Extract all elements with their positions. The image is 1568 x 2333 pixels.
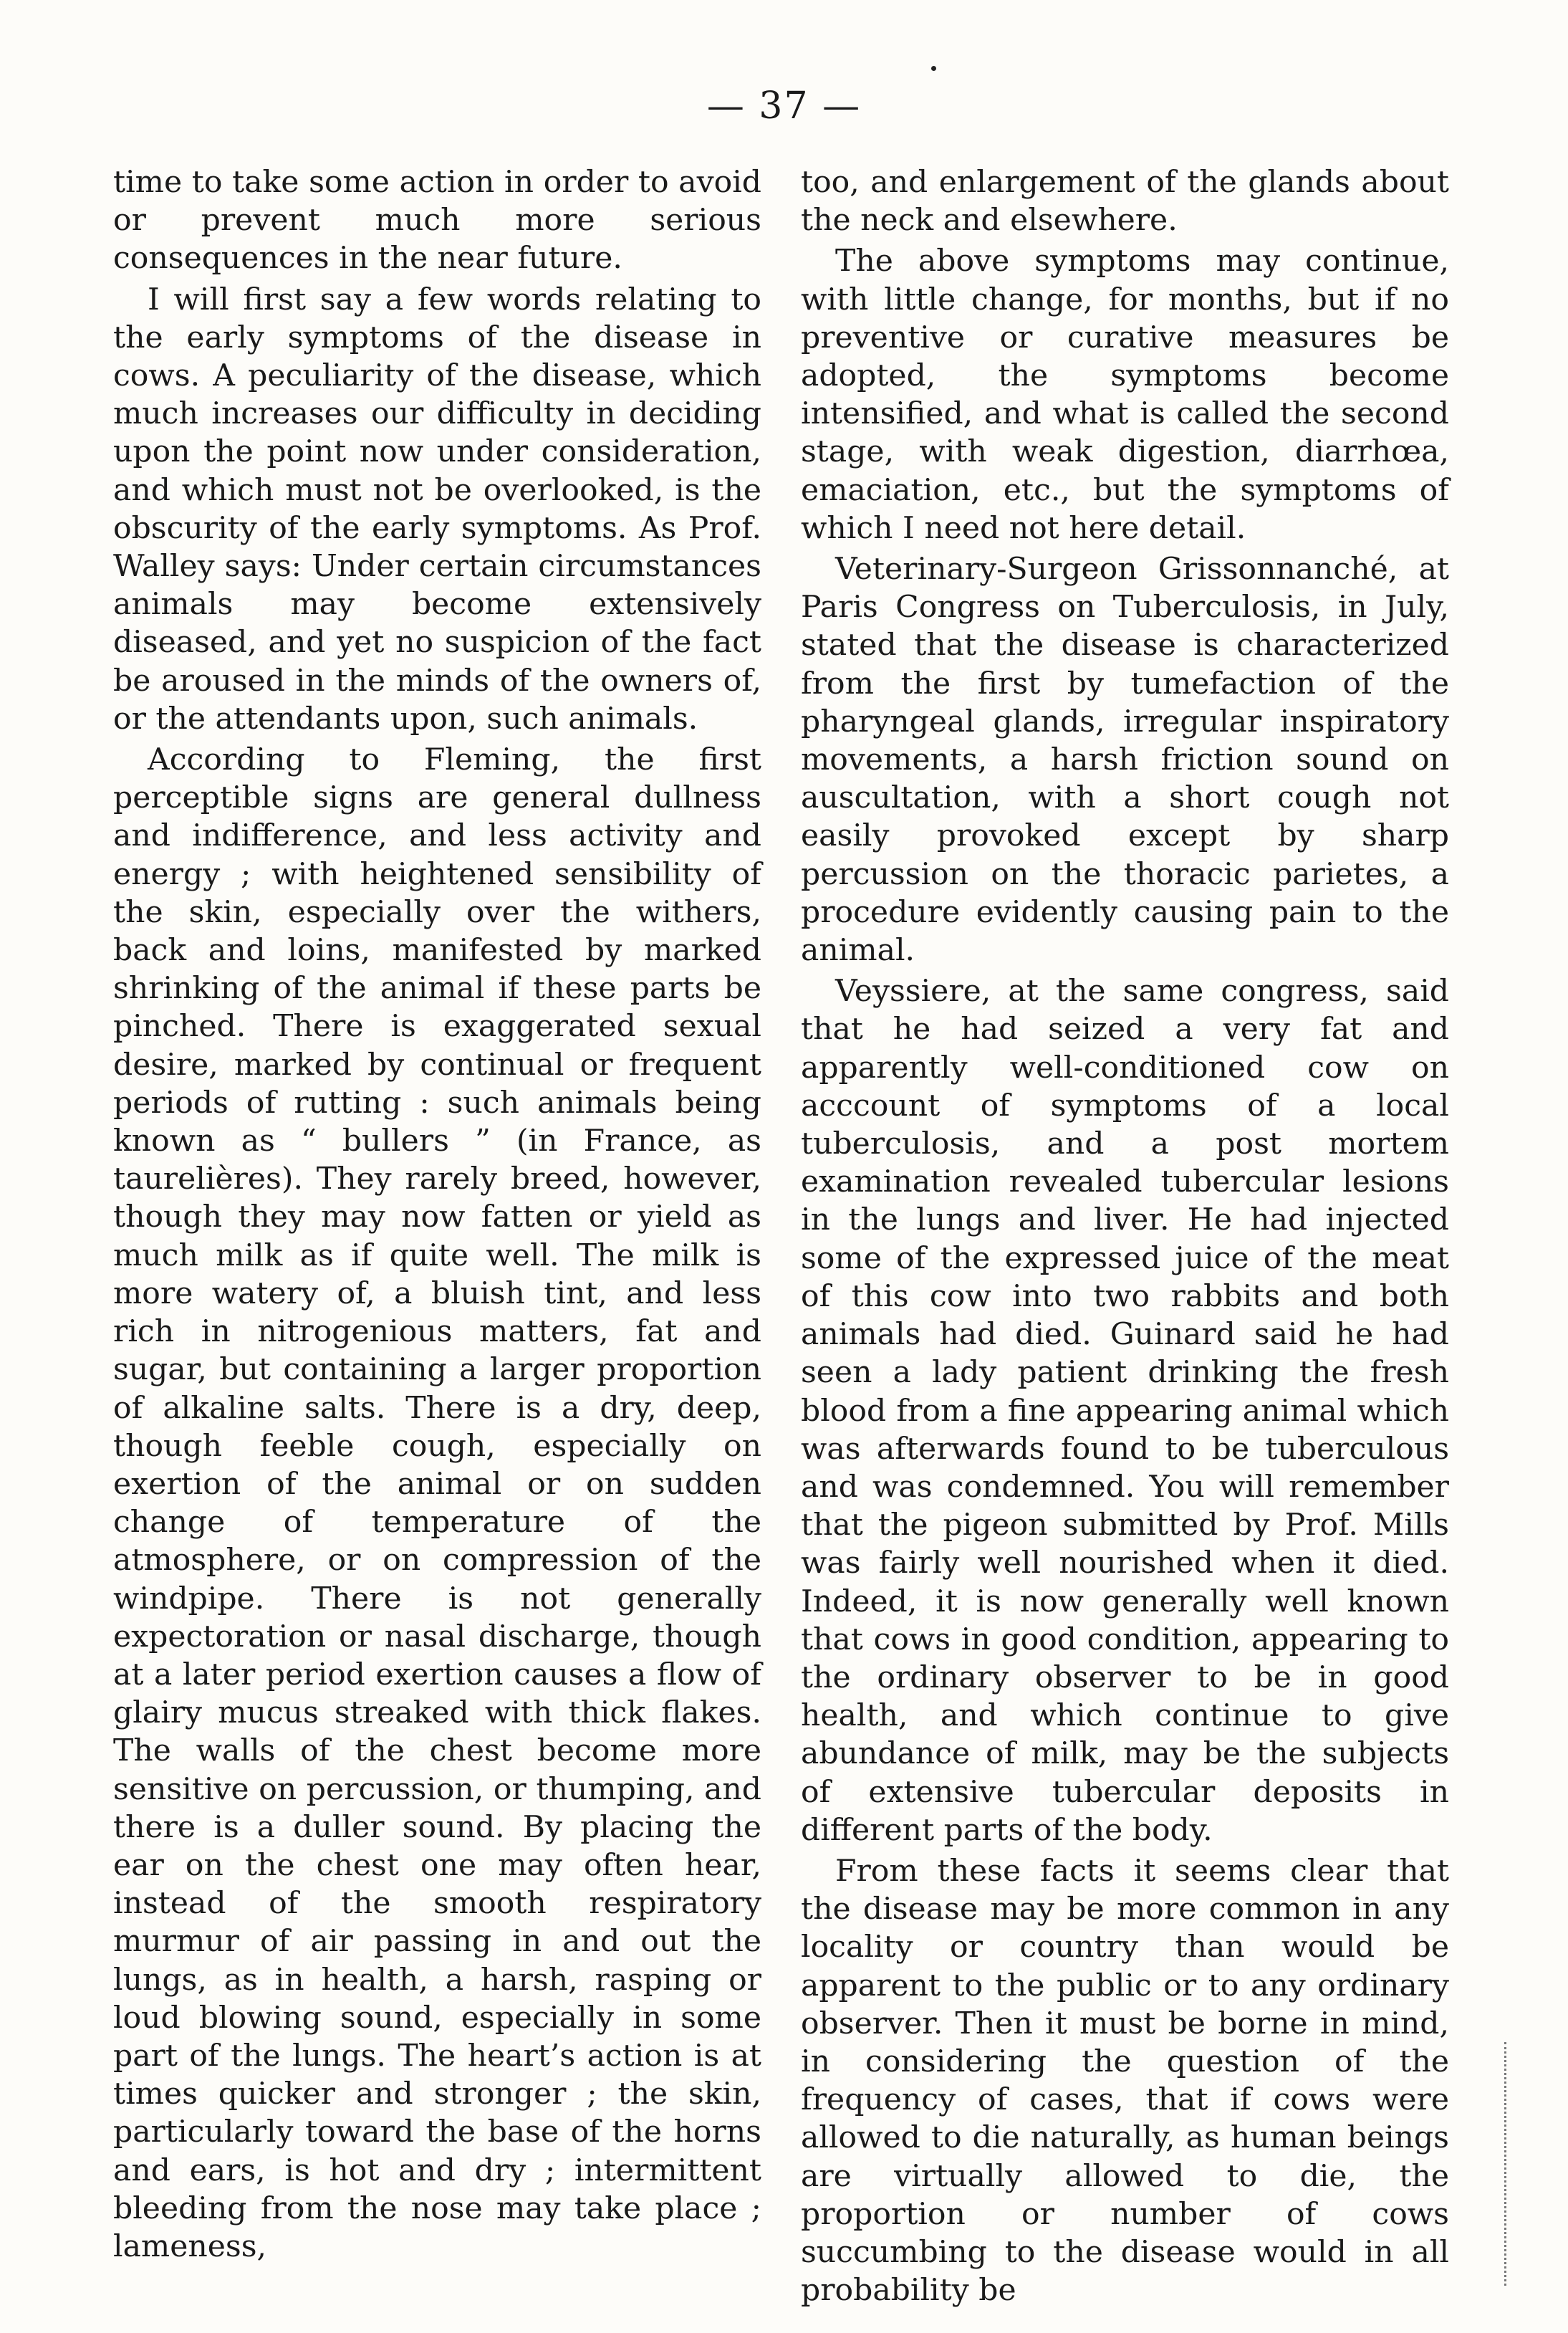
paragraph: Veyssiere, at the same congress, said that he had seized a very fat and apparently well-conditioned cow on acccount of symptoms of a local tuberculosis, and a post mortem examination revealed tubercular lesions in the lungs and liver. He had injected some of the expressed juice of the meat of this cow into two rabbits and both animals had died. Guinard said he had seen a lady patient drinking the fresh blood from a fine appearing animal which was afterwards found to be tuberculous and was condemned. You will remember that the pigeon submitted by Prof. Mills was fairly well nourished when it died. Indeed, it is now generally well known that cows in good condition, appearing to the ordinary observer to be in good health, and which continue to give abundance of milk, may be the subjects of extensive tubercular deposits in different parts of the body. xyxy=(801,974,1449,1848)
paragraph: I will first say a few words relating to the early symptoms of the disease in cows. A peculiarity of the disease, which much increases our difficulty in deciding upon the point now under consideration, and which must not be overlooked, is the obscurity of the early symptoms. As Prof. Walley says: Under certain circumstances animals may become extensively diseased, and yet no suspicion of the fact be aroused in the minds of the owners of, or the attendants upon, such animals. xyxy=(113,282,761,737)
paragraph: time to take some action in order to avoid or prevent much more serious consequences in the near future. xyxy=(113,165,761,277)
paragraph: From these facts it seems clear that the disease may be more common in any locality or country than would be apparent to the public or to any ordinary observer. Then it must be borne in mind, in considering the question of the frequency of cases, that if cows were allowed to die naturally, as human beings are virtually allowed to die, the proportion or number of cows succumbing to the disease would in all probability be xyxy=(801,1853,1449,2309)
paragraph: The above symptoms may continue, with little change, for months, but if no preventive or curative measures be adopted, the symptoms become intensified, and what is called the second stage, with weak digestion, diarrhœa, emaciation, etc., but the symptoms of which I need not here detail. xyxy=(801,244,1449,546)
right-column xyxy=(801,163,1449,2309)
print-speck xyxy=(931,66,936,71)
left-column xyxy=(113,163,761,2266)
paragraph: According to Fleming, the first perceptible signs are general dullness and indifference, and less activity and energy ; with heightened sensibility of the skin, especially over the withers, back and loins, manifested by marked shrinking of the animal if these parts be pinched. There is exaggerated sexual desire, marked by continual or frequent periods of rutting : such animals being known as “ bullers ” (in France, as taurelières). They rarely breed, however, though they may now fatten or yield as much milk as if quite well. The milk is more watery of, a bluish tint, and less rich in nitrogenious matters, fat and sugar, but containing a larger proportion of alkaline salts. There is a dry, deep, though feeble cough, especially on exertion of the animal or on sudden change of temperature of the atmosphere, or on compression of the windpipe. There is not generally expectoration or nasal discharge, though at a later period exertion causes a flow of glairy mucus streaked with thick flakes. The walls of the chest become more sensitive on percussion, or thumping, and there is a duller sound. By placing the ear on the chest one may often hear, instead of the smooth respiratory murmur of air passing in and out the lungs, as in health, a harsh, rasping or loud blowing sound, especially in some part of the lungs. The heart’s action is at times quicker and stronger ; the skin, particularly toward the base of the horns and ears, is hot and dry ; intermittent bleeding from the nose may take place ; lameness, xyxy=(113,742,761,2264)
page-number: — 37 — xyxy=(706,85,862,128)
margin-scan-marks xyxy=(1504,2042,1518,2286)
paragraph: Veterinary-Surgeon Grissonnanché, at Paris Congress on Tuberculosis, in July, stated that the disease is characterized from the first by tumefaction of the pharyngeal glands, irregular inspiratory movements, a harsh friction sound on auscultation, with a short cough not easily provoked except by sharp percussion on the thoracic parietes, a procedure evidently causing pain to the animal. xyxy=(801,552,1449,969)
paragraph: too, and enlargement of the glands about the neck and elsewhere. xyxy=(801,165,1449,239)
